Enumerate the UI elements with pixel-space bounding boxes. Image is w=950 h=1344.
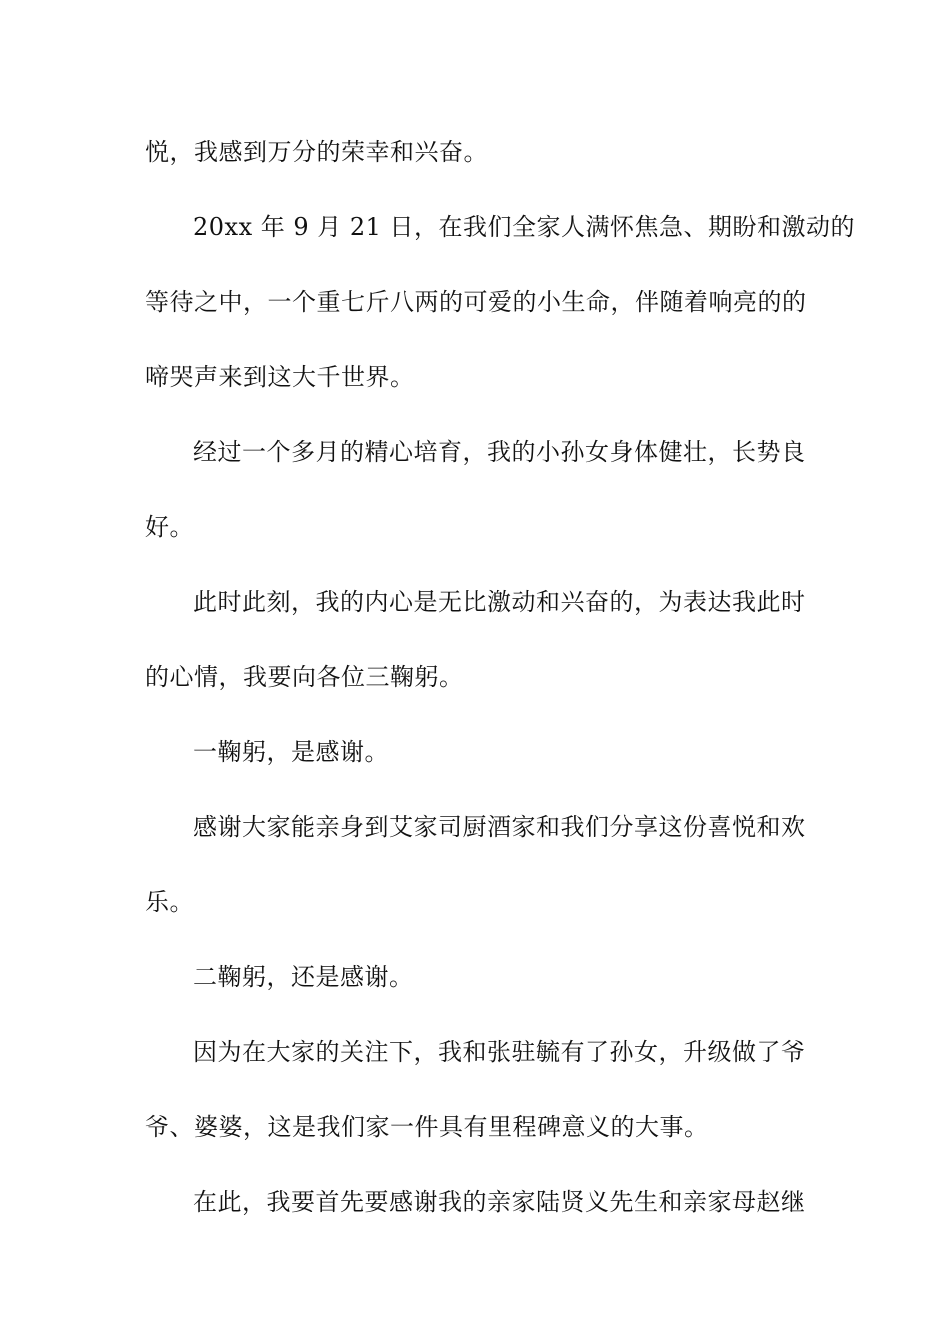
text-line: 爷、婆婆，这是我们家一件具有里程碑意义的大事。 (145, 1113, 709, 1141)
text-line: 啼哭声来到这大千世界。 (145, 363, 415, 391)
text-line: 等待之中，一个重七斤八两的可爱的小生命，伴随着响亮的的 (145, 288, 807, 316)
paragraph-start-line: 二鞠躬，还是感谢。 (193, 963, 414, 991)
text-line: 好。 (145, 513, 194, 541)
paragraph-start-line: 经过一个多月的精心培育，我的小孙女身体健壮，长势良 (193, 438, 806, 466)
text-line: 乐。 (145, 888, 194, 916)
paragraph-start-line: 此时此刻，我的内心是无比激动和兴奋的，为表达我此时 (193, 588, 806, 616)
paragraph-start-line: 因为在大家的关注下，我和张驻毓有了孙女，升级做了爷 (193, 1038, 806, 1066)
paragraph-start-line: 感谢大家能亲身到艾家司厨酒家和我们分享这份喜悦和欢 (193, 813, 806, 841)
text-line: 悦，我感到万分的荣幸和兴奋。 (145, 138, 488, 166)
paragraph-start-line: 一鞠躬，是感谢。 (193, 738, 389, 766)
text-line: 的心情，我要向各位三鞠躬。 (145, 663, 464, 691)
paragraph-start-line: 20xx 年 9 月 21 日，在我们全家人满怀焦急、期盼和激动的 (193, 213, 856, 241)
paragraph-start-line: 在此，我要首先要感谢我的亲家陆贤义先生和亲家母赵继 (193, 1188, 806, 1216)
